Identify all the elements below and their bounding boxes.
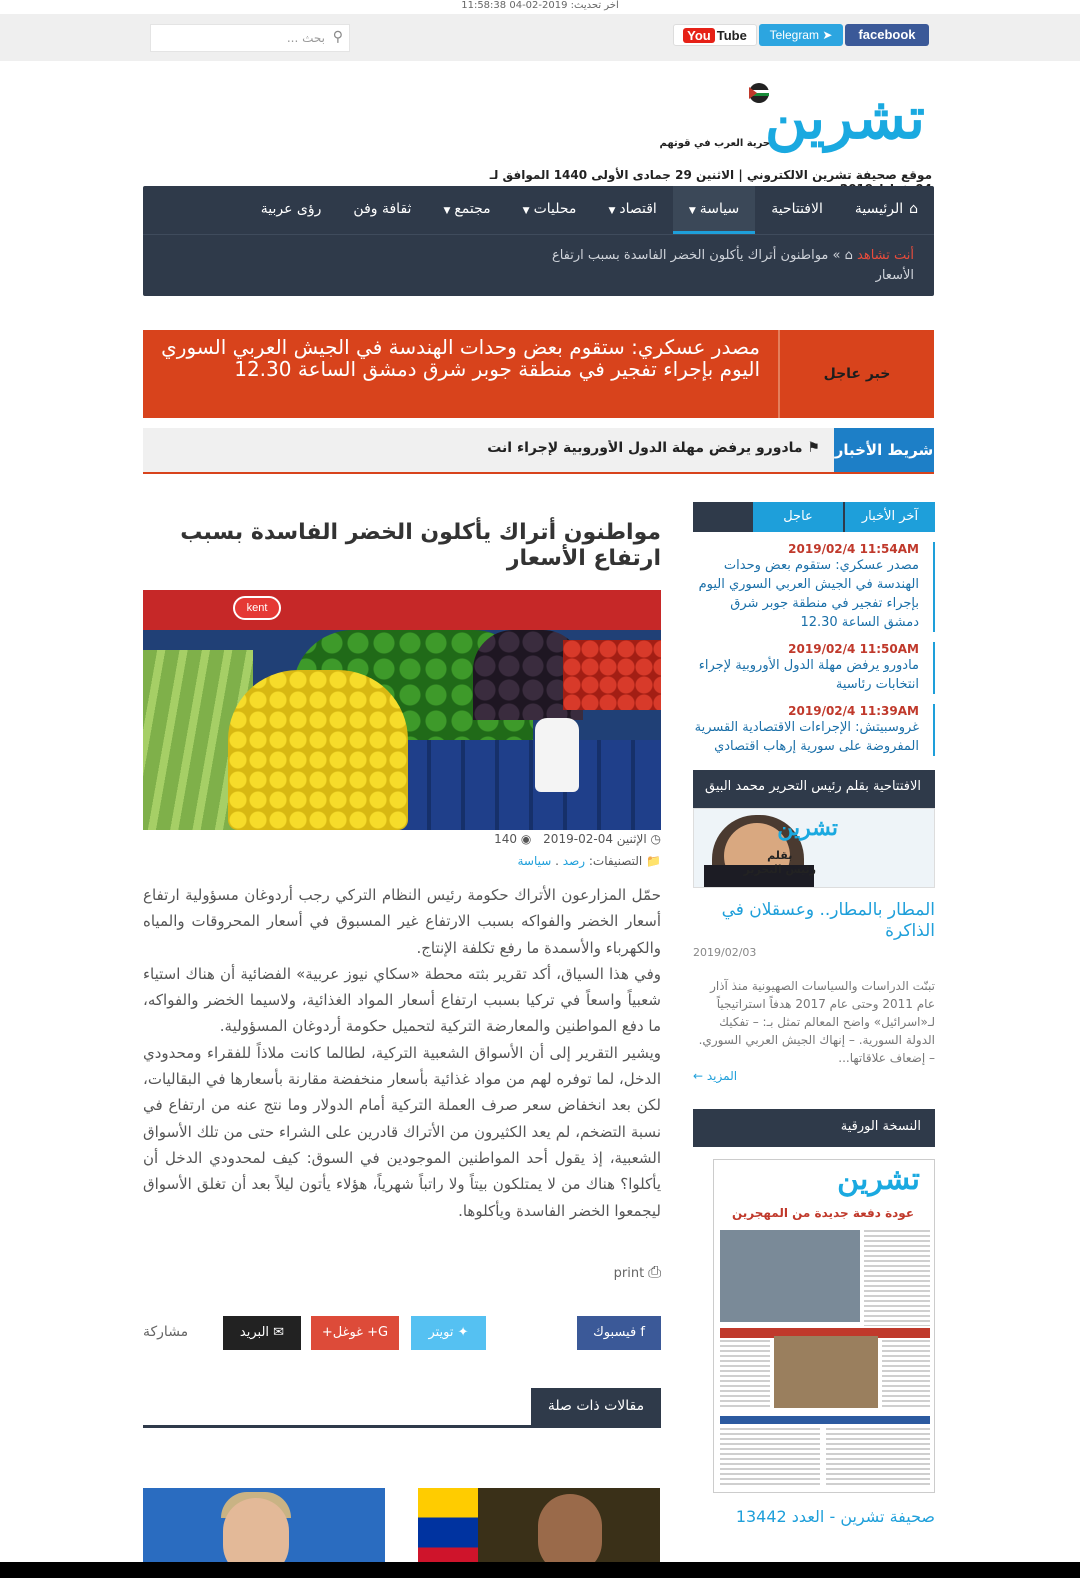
nav-item-label: ثقافة وفن [353,201,412,217]
chevron-down-icon: ▼ [688,206,696,216]
printer-icon: ⎙ [648,1261,661,1281]
sidebar-news-item[interactable] [693,642,935,694]
paper-brand: تشرين [837,1162,920,1197]
nav-item[interactable] [507,186,593,234]
urgent-label: خبر عاجل [778,330,934,418]
youtube-label-a: You [683,28,715,43]
last-update: آخر تحديث: 2019-02-04 11:58:38 [461,0,619,11]
article-paragraph: وفي هذا السياق، أكد تقرير بثته محطة «سكاي نيوز عربية» الفضائية أن هناك استياء شعبياً واسعاً في تركيا بسبب ارتفاع أسعار المواد الغذائية، ولاسيما الخضر والفواكه، ما دفع المواطنين والمعارضة التركية لتحميل حكومة أردوغان المسؤولية. [143,964,661,1036]
site-logo[interactable] [615,82,925,162]
article-categories: 📁 التصنيفات: رصد . سياسة [517,854,661,868]
home-icon[interactable]: ⌂ [840,248,853,263]
print-label: print [613,1265,645,1281]
telegram-label: Telegram [769,28,819,42]
editorial-header[interactable]: الافتتاحية بقلم رئيس التحرير محمد البيق [693,770,935,808]
bottom-strip [0,1562,1080,1578]
news-ticker [143,428,934,474]
categories-label: التصنيفات: [588,854,643,868]
editorial-sub1: بقلم [767,849,793,862]
search-placeholder: بحث ... [286,31,325,45]
share-google-button[interactable] [311,1316,399,1350]
tab-urgent[interactable]: عاجل [753,502,843,532]
share-twitter-button[interactable] [411,1316,486,1350]
editorial-title[interactable]: المطار بالمطار.. وعسقلان في الذاكرة [721,900,935,941]
news-title[interactable]: مادورو يرفض مهلة الدول الأوروبية لإجراء انتخابات رئاسية [698,658,919,692]
hero-lemons [228,670,408,830]
nav-item[interactable] [592,186,672,234]
share-google-label: غوغل+ [321,1324,363,1340]
hero-red-peppers [563,640,661,710]
home-icon: ⌂ [909,201,918,217]
folder-icon: 📁 [646,854,661,868]
logo-slogan: حرية العرب في قوتهم [659,138,770,149]
eye-icon: ◉ [520,832,532,846]
sidebar [693,502,935,1526]
category-link[interactable]: سياسة [517,854,552,868]
nav-item-label: مجتمع [454,201,491,217]
news-time: 2019/02/4 11:50AM [788,642,919,656]
article-image [143,590,661,830]
article-paragraph: حمّل المزارعون الأتراك حكومة رئيس النظام التركي رجب أردوغان مسؤولية ارتفاع أسعار الخضر والفواكه بسبب الارتفاع غير المسبوق في أسعار المحروقات والمياه والكهرباء والأسمدة ما رفع تكلفة الإنتاج. [143,886,661,957]
dateline: موقع صحيفة تشرين الالكتروني | الاثنين 29 جمادى الأولى 1440 الموافق لـ [489,168,932,182]
news-time: 2019/02/4 11:54AM [788,542,919,556]
sidebar-news-item[interactable] [693,542,935,632]
chevron-down-icon: ▼ [522,206,530,216]
paper-photo [774,1336,878,1408]
paper-column [864,1230,930,1326]
editorial-excerpt: تبنّت الدراسات والسياسات الصهيونية منذ آذار عام 2011 وحتى عام 2017 هدفاً استراتيجياً لـ«اسرائيل» واضح المعالم تمثل بـ: – تفكيك الدولة السورية. – إنهاك الجيش العربي السوري. – إضعاف علاقاتها... [698,979,935,1065]
nav-item-label: الافتتاحية [771,201,823,217]
share-twitter-label: تويتر [428,1324,454,1340]
paper-band [720,1416,930,1424]
related-articles-header [143,1388,661,1428]
chevron-down-icon: ▼ [608,206,616,216]
article [143,520,661,1428]
urgent-news-bar[interactable] [143,330,934,418]
youtube-link[interactable] [673,24,757,46]
flag-icon: ⚑ [802,440,820,456]
share-label: مشاركة [143,1323,189,1340]
paper-column [882,1340,930,1410]
ticker-item[interactable] [260,440,820,456]
share-facebook-button[interactable] [577,1316,661,1350]
hero-sign: kent [233,596,281,620]
nav-item-label: اقتصاد [619,201,657,217]
print-button[interactable] [143,1262,661,1282]
hero-awning [143,590,661,630]
article-views: 140 [494,832,518,846]
share-facebook-label: فيسبوك [593,1324,637,1340]
print-edition-cover[interactable] [713,1159,935,1493]
breadcrumb [514,246,914,286]
print-edition-header: النسخة الورقية [693,1109,935,1147]
chevron-down-icon: ▼ [443,206,451,216]
nav-items [245,186,934,234]
category-link[interactable]: رصد [562,854,586,868]
telegram-link[interactable]: ➤ Telegram [759,24,843,46]
article-meta [143,832,661,846]
mail-icon: ✉ [269,1324,285,1340]
editorial-sub [744,849,816,877]
nav-item[interactable] [673,186,755,234]
urgent-text[interactable]: مصدر عسكري: ستقوم بعض وحدات الهندسة في الجيش العربي السوري اليوم بإجراء تفجير في منطقة جوبر شرق دمشق الساعة 12.30 [161,335,760,381]
news-time: 2019/02/4 11:39AM [788,704,919,718]
editorial-date: 2019/02/03 [693,946,757,959]
nav-item[interactable] [427,186,506,234]
tab-latest-news[interactable]: آخر الأخبار [845,502,935,532]
paper-caption[interactable]: صحيفة تشرين - العدد 13442 [735,1507,935,1526]
search-box[interactable] [150,24,350,52]
news-tabs [693,502,935,532]
breadcrumb-you-are: أنت تشاهد [857,248,914,263]
ticker-label: شريط الأخبار [834,428,934,472]
nav-item[interactable] [245,186,338,234]
paper-photo [720,1230,860,1322]
editorial-banner[interactable] [693,808,935,888]
clock-icon: ◷ [650,832,661,846]
facebook-link[interactable]: facebook [845,24,929,46]
share-mail-label: البريد [239,1324,270,1340]
breadcrumb-sep: » [832,248,841,263]
nav-item-label: محليات [533,201,577,217]
article-paragraph: ويشير التقرير إلى أن الأسواق الشعبية التركية، لطالما كانت ملاذاً للفقراء ومحدودي الدخل، لما توفره لهم من مواد غذائية بأسعار منخفضة مقارنة بأسعارها في البقاليات، لكن بعد انخفاض سعر صرف العملة التركية أمام الدولار وما نتج عنه من ارتفاع في نسبة التضخم، لم يعد الكثيرون من الأتراك قادرين على الشراء حتى من تلك الأسواق الشعبية، إذ يقول أحد المواطنين الموجودين في السوق: كيف لمحدودي الدخل أن يأكلوا؟ هناك من لا يمتلكون بيتاً ولا راتباً شهرياً، هؤلاء يأتون ليلاً بعد أن تغلق الأسواق ليجمعوا الخضر الفاسدة ويأكلوها. [143,1043,661,1220]
paper-column [826,1428,930,1488]
news-title[interactable]: غروسبيتش: الإجراءات الاقتصادية القسرية المفروضة على سورية إرهاب اقتصادي [694,720,919,754]
ticker-text: مادورو يرفض مهلة الدول الأوروبية لإجراء انت [487,440,803,456]
top-bar [0,14,1080,61]
breadcrumb-current: مواطنون أتراك يأكلون الخضر الفاسدة بسبب ارتفاع الأسعار [551,248,914,283]
more-link[interactable]: المزيد ← [693,1069,738,1083]
nav-item[interactable] [839,186,934,234]
google-plus-icon: G+ [362,1324,389,1340]
article-date: الإثنين 04-02-2019 [543,832,647,846]
nav-item[interactable] [337,186,427,234]
nav-item-label: سياسة [699,201,740,217]
nav-item[interactable] [755,186,839,234]
article-title: مواطنون أتراك يأكلون الخضر الفاسدة بسبب ارتفاع الأسعار [180,520,661,571]
paper-headline: عودة دفعة جديدة من المهجرين [731,1206,915,1220]
sidebar-news-item[interactable] [693,704,935,756]
main-nav [143,186,934,296]
logo-name: تشرين [764,84,925,152]
facebook-icon: f [636,1324,645,1340]
news-title[interactable]: مصدر عسكري: ستقوم بعض وحدات الهندسة في الجيش العربي السوري اليوم بإجراء تفجير في منطقة جوبر شرق دمشق الساعة 12.30 [698,558,919,630]
editorial-sub2: رئيس التحرير [743,863,816,876]
search-icon[interactable]: ⚲ [332,29,343,45]
twitter-icon: ✦ [453,1324,469,1340]
share-mail-button[interactable] [223,1316,301,1350]
article-body [143,882,661,1224]
nav-divider [143,234,934,235]
related-label: مقالات ذات صلة [531,1388,661,1425]
paper-column [720,1428,820,1488]
nav-item-label: رؤى عربية [260,201,322,217]
share-bar [143,1316,661,1350]
hero-bag [535,718,579,792]
youtube-label-b: Tube [716,28,747,43]
paper-column [720,1340,770,1410]
editorial-brand: تشرين [777,815,838,841]
nav-item-label: الرئيسية [854,201,904,217]
